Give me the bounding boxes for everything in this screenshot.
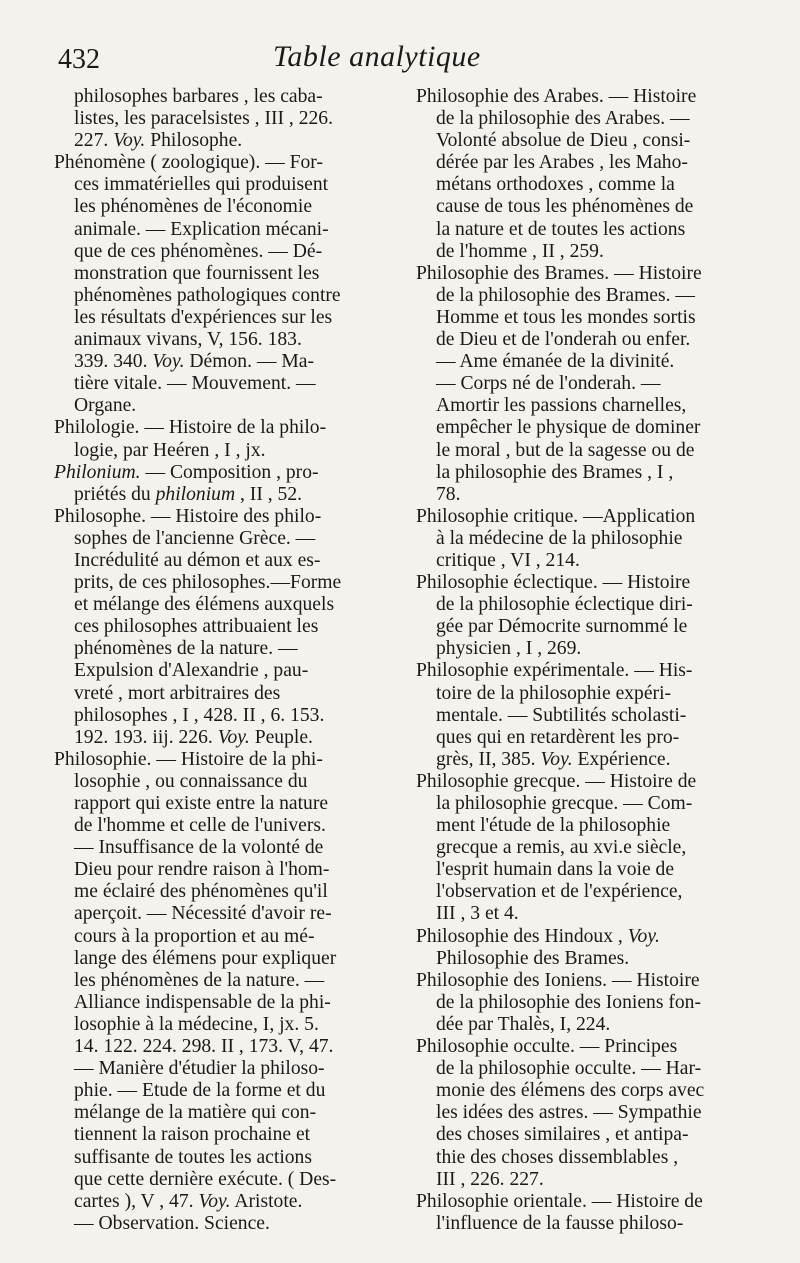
entry-line: Philologie. — Histoire de la philo- bbox=[54, 417, 327, 439]
entry-line: Philosophie. — Histoire de la phi- bbox=[54, 748, 323, 770]
entry-line: aperçoit. — Nécessité d'avoir re- bbox=[74, 903, 332, 925]
index-entry bbox=[416, 970, 756, 1036]
entry-line: mentale. — Subtilités scholasti- bbox=[436, 704, 687, 726]
entry-line: cause de tous les phénomènes de bbox=[436, 196, 694, 218]
entry-line: — Corps né de l'onderah. — bbox=[436, 373, 661, 395]
entry-line: les idées des astres. — Sympathie bbox=[436, 1102, 702, 1124]
entry-line: — Manière d'étudier la philoso- bbox=[74, 1058, 325, 1080]
entry-line: Philosophie des Arabes. — Histoire bbox=[416, 86, 697, 107]
entry-line: tiennent la raison prochaine et bbox=[74, 1124, 311, 1146]
entry-line: le moral , but de la sagesse ou de bbox=[436, 439, 695, 461]
entry-line: phénomènes de la nature. — bbox=[74, 638, 298, 660]
entry-line: animale. — Explication mécani- bbox=[74, 218, 329, 240]
entry-line: l'esprit humain dans la voie de bbox=[436, 859, 675, 881]
entry-line: Philosophie grecque. — Histoire de bbox=[416, 770, 697, 792]
entry-line: Volonté absolue de Dieu , consi- bbox=[436, 130, 691, 152]
entry-line: — Ame émanée de la divinité. bbox=[436, 351, 675, 373]
entry-line: — Observation. Science. bbox=[74, 1212, 270, 1234]
index-entry bbox=[416, 926, 756, 970]
entry-line: cartes ), V , 47. Voy. Aristote. bbox=[74, 1190, 303, 1212]
entry-line: physicien , I , 269. bbox=[436, 638, 582, 660]
entry-line: III , 3 et 4. bbox=[436, 903, 519, 925]
entry-line: 227. Voy. Philosophe. bbox=[74, 130, 243, 152]
entry-line: Philosophe. — Histoire des philo- bbox=[54, 505, 322, 527]
entry-line: mélange de la matière qui con- bbox=[74, 1102, 317, 1124]
entry-line: grecque a remis, au xvi.e siècle, bbox=[436, 837, 687, 859]
entry-line: dée par Thalès, I, 224. bbox=[436, 1013, 611, 1035]
index-entry bbox=[54, 462, 394, 506]
entry-line: suffisante de toutes les actions bbox=[74, 1146, 312, 1168]
entry-line: ces philosophes attribuaient les bbox=[74, 616, 319, 638]
entry-line: phie. — Etude de la forme et du bbox=[74, 1080, 326, 1102]
entry-line: métans orthodoxes , comme la bbox=[436, 174, 675, 196]
entry-line: Philosophie éclectique. — Histoire bbox=[416, 572, 691, 594]
entry-line: listes, les paracelsistes , III , 226. bbox=[74, 108, 334, 130]
entry-line: Philosophie des Hindoux , Voy. bbox=[416, 925, 660, 947]
entry-line: vreté , mort arbitraires des bbox=[74, 682, 281, 704]
entry-line: thie des choses dissemblables , bbox=[436, 1146, 679, 1168]
entry-line: ces immatérielles qui produisent bbox=[74, 174, 329, 196]
entry-line: Phénomène ( zoologique). — For- bbox=[54, 152, 323, 174]
entry-line: phénomènes pathologiques contre bbox=[74, 284, 341, 306]
entry-line: priétés du philonium , II , 52. bbox=[74, 483, 303, 505]
entry-line: de l'homme , II , 259. bbox=[436, 240, 604, 262]
index-entry bbox=[54, 152, 394, 417]
entry-line: de Dieu et de l'onderah ou enfer. bbox=[436, 329, 691, 351]
entry-line: la philosophie des Brames , I , bbox=[436, 461, 674, 483]
entry-line: les phénomènes de l'économie bbox=[74, 196, 313, 218]
entry-line: logie, par Heéren , I , jx. bbox=[74, 439, 266, 461]
entry-line: ques qui en retardèrent les pro- bbox=[436, 726, 680, 748]
entry-line: que de ces phénomènes. — Dé- bbox=[74, 240, 323, 262]
entry-line: monstration que fournissent les bbox=[74, 262, 320, 284]
entry-line: Amortir les passions charnelles, bbox=[436, 395, 687, 417]
index-entry bbox=[416, 660, 756, 770]
entry-line: sophes de l'ancienne Grèce. — bbox=[74, 527, 316, 549]
entry-line: 78. bbox=[436, 483, 461, 505]
entry-line: tière vitale. — Mouvement. — bbox=[74, 373, 316, 395]
index-entry bbox=[416, 1191, 756, 1235]
entry-line: l'observation et de l'expérience, bbox=[436, 881, 683, 903]
entry-line: dérée par les Arabes , les Maho- bbox=[436, 152, 688, 174]
entry-line: de la philosophie occulte. — Har- bbox=[436, 1058, 702, 1080]
entry-line: Organe. bbox=[74, 395, 137, 417]
entry-line: 192. 193. iij. 226. Voy. Peuple. bbox=[74, 726, 313, 748]
entry-line: animaux vivans, V, 156. 183. bbox=[74, 329, 302, 351]
entry-line: Philosophie expérimentale. — His- bbox=[416, 660, 693, 682]
entry-line: et mélange des élémens auxquels bbox=[74, 594, 335, 616]
entry-line: les phénomènes de la nature. — bbox=[74, 969, 325, 991]
entry-line: de la philosophie des Arabes. — bbox=[436, 108, 690, 130]
entry-line: à la médecine de la philosophie bbox=[436, 527, 683, 549]
entry-line: Philosophie des Brames. bbox=[436, 947, 630, 969]
entry-line: Expulsion d'Alexandrie , pau- bbox=[74, 660, 309, 682]
entry-line: III , 226. 227. bbox=[436, 1168, 544, 1190]
entry-line: losophie , ou connaissance du bbox=[74, 770, 308, 792]
entry-line: les résultats d'expériences sur les bbox=[74, 306, 333, 328]
entry-line: losophie à la médecine, I, jx. 5. bbox=[74, 1013, 319, 1035]
index-entry bbox=[54, 749, 394, 1235]
index-entry bbox=[54, 506, 394, 749]
entry-line: Philosophie des Ioniens. — Histoire bbox=[416, 969, 700, 991]
entry-line: me éclairé des phénomènes qu'il bbox=[74, 881, 328, 903]
running-title: Table analytique bbox=[273, 40, 481, 73]
entry-line: l'influence de la fausse philoso- bbox=[436, 1212, 684, 1234]
entry-line: empêcher le physique de dominer bbox=[436, 417, 701, 439]
index-entry bbox=[416, 771, 756, 926]
entry-line: 339. 340. Voy. Démon. — Ma- bbox=[74, 351, 314, 373]
entry-line: toire de la philosophie expéri- bbox=[436, 682, 672, 704]
entry-line: que cette dernière exécute. ( Des- bbox=[74, 1168, 337, 1190]
entry-line: Philosophie des Brames. — Histoire bbox=[416, 262, 702, 284]
entry-line: gée par Démocrite surnommé le bbox=[436, 616, 688, 638]
entry-line: Alliance indispensable de la phi- bbox=[74, 991, 331, 1013]
index-entry bbox=[416, 1036, 756, 1191]
entry-line: Philosophie orientale. — Histoire de bbox=[416, 1190, 703, 1212]
page-number: 432 bbox=[58, 44, 100, 75]
right-column bbox=[416, 86, 756, 1235]
entry-line: la nature et de toutes les actions bbox=[436, 218, 686, 240]
index-entry bbox=[416, 263, 756, 506]
entry-line: Philosophie critique. —Application bbox=[416, 505, 696, 527]
entry-line: philosophes , I , 428. II , 6. 153. bbox=[74, 704, 325, 726]
index-entry bbox=[54, 417, 394, 461]
entry-line: de la philosophie des Brames. — bbox=[436, 284, 696, 306]
index-entry bbox=[54, 86, 394, 152]
entry-line: rapport qui existe entre la nature bbox=[74, 793, 329, 814]
entry-line: monie des élémens des corps avec bbox=[436, 1080, 705, 1102]
entry-line: ment l'étude de la philosophie bbox=[436, 815, 671, 837]
page-header bbox=[58, 40, 778, 80]
entry-line: 14. 122. 224. 298. II , 173. V, 47. bbox=[74, 1036, 334, 1058]
entry-line: de l'homme et celle de l'univers. bbox=[74, 815, 326, 837]
entry-line: Philosophie occulte. — Principes bbox=[416, 1036, 678, 1058]
entry-line: cours à la proportion et au mé- bbox=[74, 925, 315, 947]
entry-line: de la philosophie éclectique diri- bbox=[436, 594, 693, 616]
entry-line: philosophes barbares , les caba- bbox=[74, 86, 323, 107]
index-entry bbox=[416, 506, 756, 572]
entry-line: Incrédulité au démon et aux es- bbox=[74, 549, 321, 571]
entry-line: la philosophie grecque. — Com- bbox=[436, 793, 693, 814]
entry-line: Dieu pour rendre raison à l'hom- bbox=[74, 859, 330, 881]
entry-line: Homme et tous les mondes sortis bbox=[436, 306, 696, 328]
entry-line: des choses similaires , et antipa- bbox=[436, 1124, 689, 1146]
entry-line: — Insuffisance de la volonté de bbox=[74, 837, 324, 859]
entry-line: grès, II, 385. Voy. Expérience. bbox=[436, 748, 671, 770]
left-column bbox=[54, 86, 394, 1235]
index-entry bbox=[416, 86, 756, 263]
entry-line: de la philosophie des Ioniens fon- bbox=[436, 991, 702, 1013]
entry-line: Philonium. — Composition , pro- bbox=[54, 461, 319, 483]
entry-line: critique , VI , 214. bbox=[436, 549, 580, 571]
index-entry bbox=[416, 572, 756, 660]
entry-line: prits, de ces philosophes.—Forme bbox=[74, 572, 342, 594]
entry-line: lange des élémens pour expliquer bbox=[74, 947, 337, 969]
